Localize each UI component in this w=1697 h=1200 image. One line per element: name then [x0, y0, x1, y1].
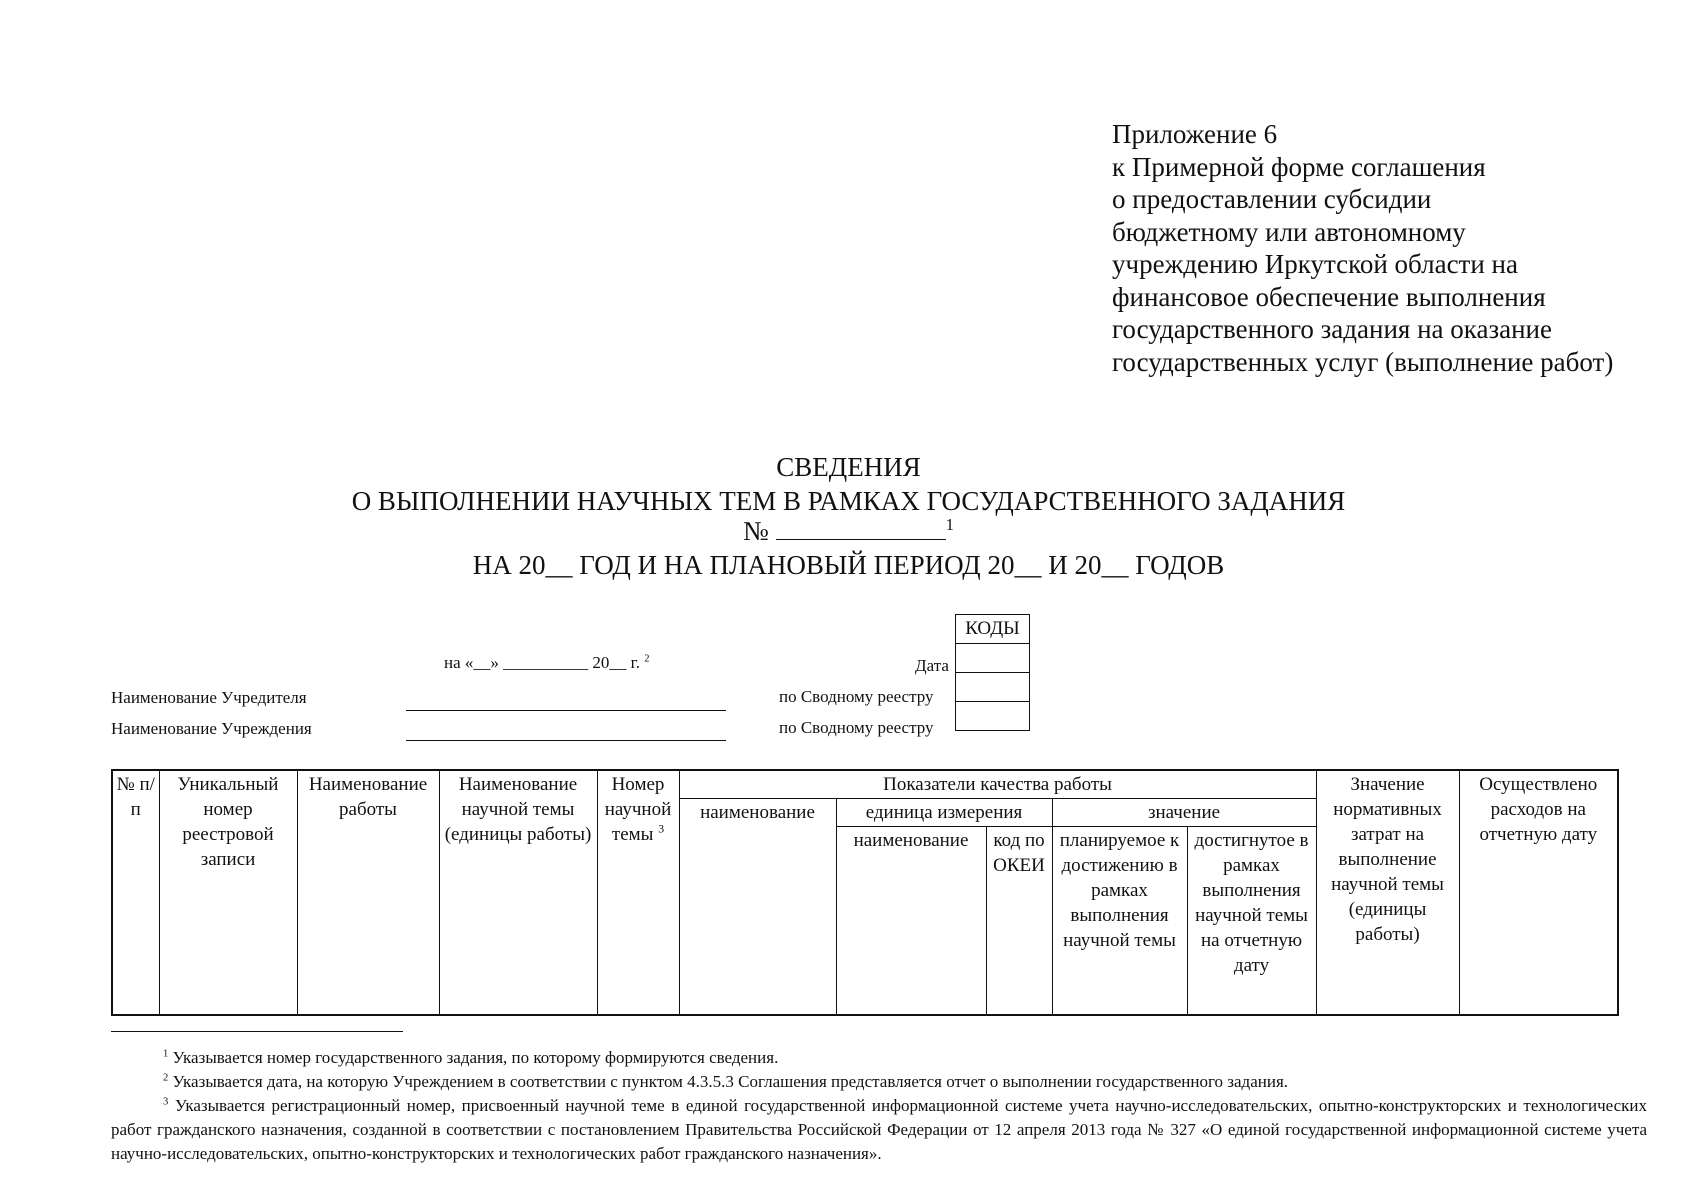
- footnote-1-text: Указывается номер государственного задания, по которому формируются сведения.: [172, 1048, 779, 1067]
- col-num: № п/п: [112, 770, 159, 1015]
- footnote-2-text: Указывается дата, на которую Учреждением в соответствии с пунктом 4.3.5.3 Соглашения представляется отчет о выполнении государственного задания.: [172, 1072, 1289, 1091]
- registry-label-institution: по Сводному реестру: [779, 718, 934, 737]
- footnote-separator: [111, 1031, 403, 1032]
- col-work-name: Наименование работы: [297, 770, 439, 1015]
- report-date-line: [444, 653, 649, 673]
- col-expenses: Осуществлено расходов на отчетную дату: [1459, 770, 1618, 1015]
- col-unique-number: Уникальный номер реестровой записи: [159, 770, 297, 1015]
- assignment-number: [0, 515, 1697, 547]
- period-line: НА 20__ ГОД И НА ПЛАНОВЫЙ ПЕРИОД 20__ И 20__ ГОДОВ: [472, 550, 1225, 580]
- codes-table: [955, 614, 1030, 731]
- col-value-achieved: достигнутое в рамках выполнения научной темы на отчетную дату: [1187, 827, 1316, 1016]
- code-cell-date[interactable]: [956, 644, 1030, 673]
- col-topic-number: [597, 770, 679, 1015]
- group-quality-indicators: Показатели качества работы: [679, 770, 1316, 799]
- footnotes: [111, 1046, 1647, 1166]
- footnote-3: [111, 1094, 1647, 1166]
- col-unit-okei: код по ОКЕИ: [986, 827, 1052, 1016]
- appendix-line: государственных услуг (выполнение работ): [1112, 346, 1614, 377]
- footnote-ref-2: 2: [644, 653, 650, 665]
- founder-field[interactable]: [406, 710, 726, 711]
- appendix-line: государственного задания на оказание: [1112, 314, 1552, 344]
- number-blank: [776, 515, 946, 540]
- document-title: СВЕДЕНИЯ: [776, 452, 921, 482]
- appendix-line: учреждению Иркутской области на: [1112, 249, 1518, 279]
- footnote-2: [111, 1070, 1647, 1094]
- founder-label: Наименование Учредителя: [111, 688, 307, 707]
- footnote-1: [111, 1046, 1647, 1070]
- col-topic-name: Наименование научной темы (единицы работы): [439, 770, 597, 1015]
- col-indicator-name: наименование: [679, 799, 836, 1016]
- col-normative-costs: Значение нормативных затрат на выполнение научной темы (единицы работы): [1316, 770, 1459, 1015]
- document-subtitle: О ВЫПОЛНЕНИИ НАУЧНЫХ ТЕМ В РАМКАХ ГОСУДАРСТВЕННОГО ЗАДАНИЯ: [351, 486, 1346, 516]
- footnote-mark-3: 3: [163, 1096, 169, 1108]
- col-topic-number-text: Номер научной темы: [604, 774, 672, 845]
- code-cell-founder[interactable]: [956, 673, 1030, 702]
- footnote-mark-2: 2: [163, 1072, 169, 1084]
- registry-label-founder: по Сводному реестру: [779, 687, 934, 706]
- footnote-mark-1: 1: [163, 1048, 169, 1060]
- group-value: значение: [1052, 799, 1316, 827]
- code-cell-institution[interactable]: [956, 702, 1030, 731]
- topics-table: [111, 769, 1619, 1016]
- footnote-ref-3: 3: [658, 822, 665, 836]
- codes-header: КОДЫ: [956, 615, 1030, 644]
- col-value-planned: планируемое к достижению в рамках выполнения научной темы: [1052, 827, 1187, 1016]
- appendix-line: к Примерной форме соглашения: [1112, 151, 1486, 182]
- appendix-line: Приложение 6: [1112, 119, 1278, 149]
- appendix-line: о предоставлении субсидии: [1112, 184, 1432, 214]
- group-unit: единица измерения: [836, 799, 1052, 827]
- date-label: Дата: [915, 656, 949, 675]
- institution-field[interactable]: [406, 740, 726, 741]
- footnote-ref-1: 1: [945, 515, 954, 534]
- appendix-line: финансовое обеспечение выполнения: [1112, 281, 1546, 312]
- appendix-heading: [1112, 118, 1613, 378]
- col-unit-name: наименование: [836, 827, 986, 1016]
- number-sign: №: [743, 516, 769, 546]
- institution-label: Наименование Учреждения: [111, 719, 312, 738]
- report-date-text: на «__» __________ 20__ г.: [444, 653, 640, 672]
- footnote-3-text: Указывается регистрационный номер, присвоенный научной теме в единой государственной информационной системе учета научно-исследовательских, опытно-конструкторских и технологических работ гражданского назначения, созданной в соответствии с постановлением Правительства Российской Федерации от 12 апреля 2013 года № 327 «О единой государственной информационной системе учета научно-исследовательских, опытно-конструкторских и технологических работ гражданского назначения».: [111, 1096, 1648, 1163]
- appendix-line: бюджетному или автономному: [1112, 216, 1466, 247]
